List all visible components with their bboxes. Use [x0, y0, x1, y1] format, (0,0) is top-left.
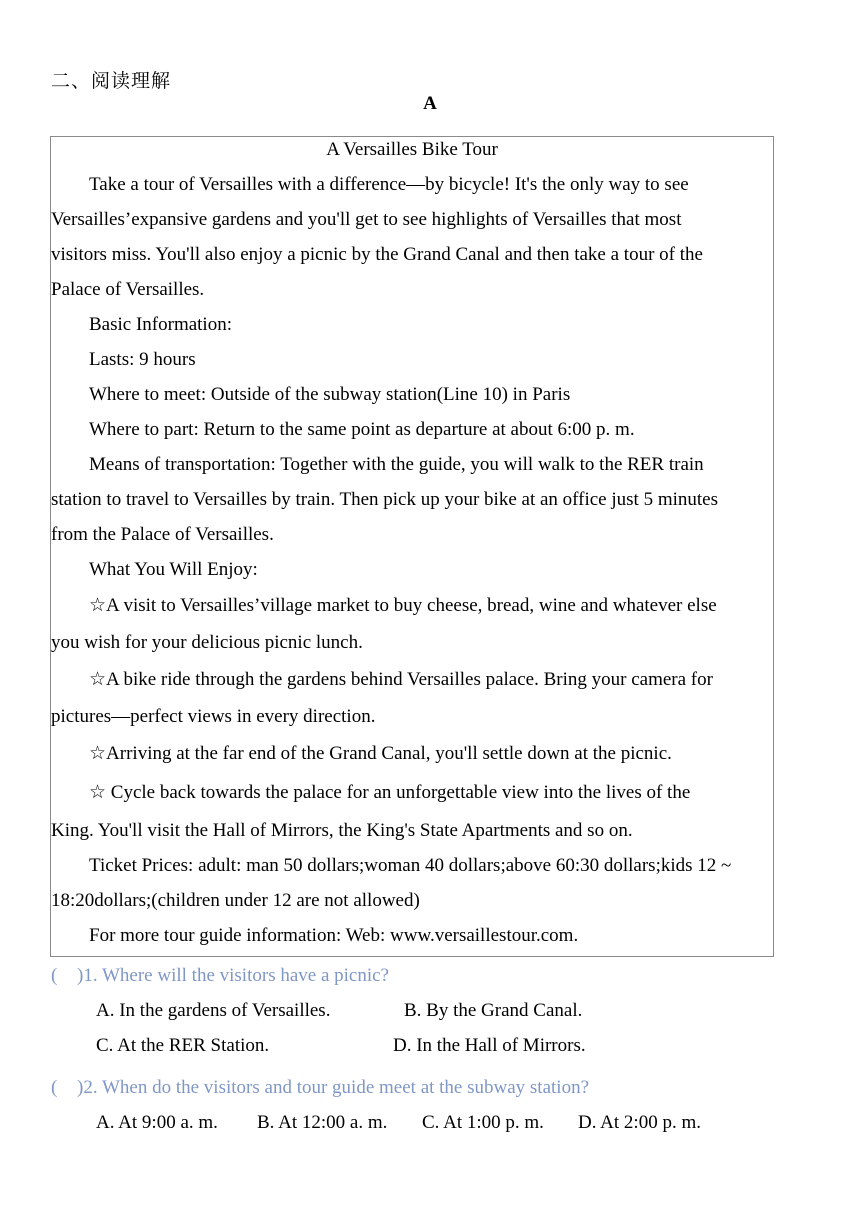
passage-line: ☆Arriving at the far end of the Grand Canal, you'll settle down at the picnic. [89, 743, 672, 764]
passage-line: Versailles’expansive gardens and you'll get to see highlights of Versailles that most [51, 209, 682, 230]
option-d: D. In the Hall of Mirrors. [393, 1035, 586, 1056]
passage-line: Lasts: 9 hours [89, 349, 196, 370]
passage-line: Where to meet: Outside of the subway station(Line 10) in Paris [89, 384, 571, 405]
question-text: )1. Where will the visitors have a picnic? [77, 965, 389, 986]
passage-line: Basic Information: [89, 314, 232, 335]
passage-line: ☆A visit to Versailles’village market to buy cheese, bread, wine and whatever else [89, 595, 717, 616]
passage-line: from the Palace of Versailles. [51, 524, 274, 545]
option-a: A. In the gardens of Versailles. [96, 1000, 331, 1021]
question-2 [51, 1077, 589, 1099]
option-c: C. At the RER Station. [96, 1035, 270, 1056]
passage-line: Palace of Versailles. [51, 279, 205, 300]
passage-line: 18:20dollars;(children under 12 are not allowed) [51, 890, 420, 911]
passage-line: For more tour guide information: Web: www.versaillestour.com. [89, 925, 579, 946]
passage-line: pictures—perfect views in every direction. [51, 706, 376, 727]
passage-line: ☆A bike ride through the gardens behind Versailles palace. Bring your camera for [89, 669, 713, 690]
passage-line: Ticket Prices: adult: man 50 dollars;woman 40 dollars;above 60:30 dollars;kids 12 ~ [89, 855, 732, 876]
option-b: B. By the Grand Canal. [404, 1000, 583, 1021]
answer-blank[interactable]: ( [51, 965, 58, 986]
passage-line: visitors miss. You'll also enjoy a picnic by the Grand Canal and then take a tour of the [51, 244, 703, 265]
passage-line: Take a tour of Versailles with a difference—by bicycle! It's the only way to see [89, 174, 689, 195]
passage-line: you wish for your delicious picnic lunch. [51, 632, 363, 653]
passage-line: Where to part: Return to the same point as departure at about 6:00 p. m. [89, 419, 635, 440]
passage-line: King. You'll visit the Hall of Mirrors, the King's State Apartments and so on. [51, 820, 633, 841]
passage-label: A [423, 93, 437, 114]
option-a: A. At 9:00 a. m. [96, 1112, 218, 1133]
question-1 [51, 965, 389, 987]
option-c: C. At 1:00 p. m. [422, 1112, 544, 1133]
passage-line: Means of transportation: Together with the guide, you will walk to the RER train [89, 454, 704, 475]
section-heading: 二、阅读理解 [51, 70, 172, 92]
question-text: )2. When do the visitors and tour guide meet at the subway station? [77, 1077, 590, 1098]
option-d: D. At 2:00 p. m. [578, 1112, 701, 1133]
passage-title: A Versailles Bike Tour [326, 139, 498, 160]
passage-line: station to travel to Versailles by train. Then pick up your bike at an office just 5 minutes [51, 489, 718, 510]
passage-line: ☆ Cycle back towards the palace for an unforgettable view into the lives of the [89, 782, 691, 803]
passage-box [50, 136, 774, 957]
answer-blank[interactable]: ( [51, 1077, 58, 1098]
passage-line: What You Will Enjoy: [89, 559, 258, 580]
option-b: B. At 12:00 a. m. [257, 1112, 388, 1133]
